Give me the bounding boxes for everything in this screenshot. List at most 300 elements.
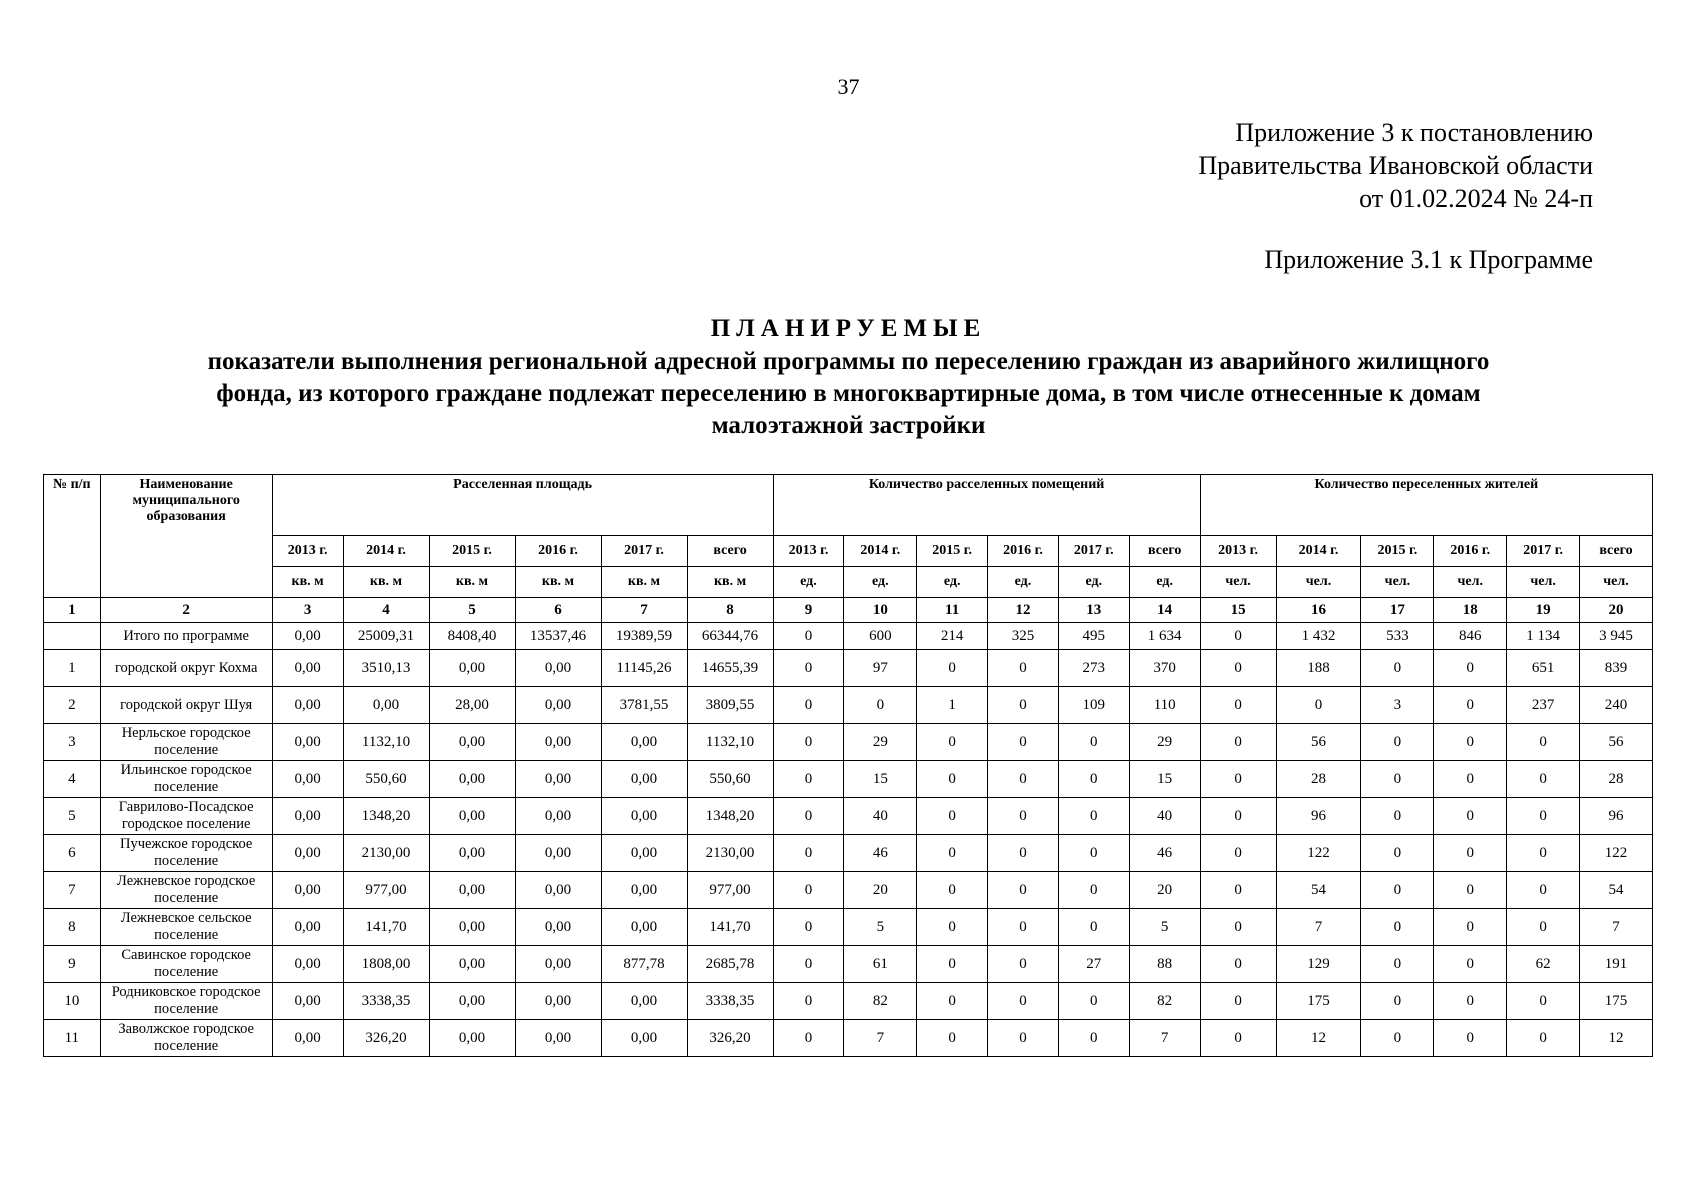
value-cell: 175 (1276, 983, 1361, 1020)
value-cell: 109 (1058, 687, 1129, 724)
value-cell: 82 (844, 983, 917, 1020)
header-group-residents: Количество переселенных жителей (1200, 475, 1652, 536)
value-cell: 0 (1361, 946, 1434, 983)
value-cell: 0 (1058, 798, 1129, 835)
value-cell: 370 (1129, 650, 1200, 687)
header-year: 2016 г. (988, 536, 1059, 567)
value-cell: 110 (1129, 687, 1200, 724)
value-cell: 0 (773, 724, 844, 761)
value-cell: 122 (1580, 835, 1653, 872)
value-cell: 5 (1129, 909, 1200, 946)
value-cell: 0,00 (429, 1020, 515, 1057)
value-cell: 0 (1507, 983, 1580, 1020)
value-cell: 0 (773, 946, 844, 983)
header-year: 2017 г. (601, 536, 687, 567)
value-cell: 3338,35 (343, 983, 429, 1020)
value-cell: 0,00 (272, 761, 343, 798)
value-cell: 0,00 (515, 724, 601, 761)
value-cell: 1 (917, 687, 988, 724)
table-row (44, 724, 1653, 761)
value-cell: 0 (773, 687, 844, 724)
value-cell: 7 (1580, 909, 1653, 946)
value-cell: 0 (917, 650, 988, 687)
header-unit: чел. (1276, 567, 1361, 598)
value-cell: 0,00 (515, 1020, 601, 1057)
value-cell: 15 (844, 761, 917, 798)
row-number-cell: 2 (44, 687, 101, 724)
indicators-table (43, 474, 1653, 1057)
value-cell: 0 (988, 983, 1059, 1020)
header-unit: ед. (917, 567, 988, 598)
value-cell: 97 (844, 650, 917, 687)
header-unit: кв. м (429, 567, 515, 598)
value-cell: 326,20 (343, 1020, 429, 1057)
value-cell: 273 (1058, 650, 1129, 687)
value-cell: 0 (1434, 798, 1507, 835)
table-row (44, 983, 1653, 1020)
value-cell: 0 (1361, 724, 1434, 761)
value-cell: 600 (844, 623, 917, 650)
value-cell: 0 (773, 798, 844, 835)
value-cell: 495 (1058, 623, 1129, 650)
header-year: 2013 г. (272, 536, 343, 567)
row-number-cell: 9 (44, 946, 101, 983)
value-cell: 7 (844, 1020, 917, 1057)
value-cell: 0,00 (272, 798, 343, 835)
value-cell: 0 (1434, 761, 1507, 798)
title-sub-line-2: фонда, из которого граждане подлежат переселению в многоквартирные дома, в том числе отнесенные к домам (216, 380, 1481, 407)
value-cell: 40 (844, 798, 917, 835)
value-cell: 20 (1129, 872, 1200, 909)
value-cell: 1132,10 (343, 724, 429, 761)
header-year: 2016 г. (515, 536, 601, 567)
value-cell: 0,00 (601, 835, 687, 872)
value-cell: 0,00 (272, 650, 343, 687)
value-cell: 0 (1200, 687, 1276, 724)
value-cell: 0 (1361, 761, 1434, 798)
value-cell: 0,00 (429, 798, 515, 835)
value-cell: 0,00 (601, 724, 687, 761)
header-column-number: 12 (988, 598, 1059, 623)
value-cell: 141,70 (687, 909, 773, 946)
value-cell: 8408,40 (429, 623, 515, 650)
value-cell: 237 (1507, 687, 1580, 724)
title-main: ПЛАНИРУЕМЫЕ (710, 315, 987, 342)
value-cell: 550,60 (687, 761, 773, 798)
value-cell: 27 (1058, 946, 1129, 983)
value-cell: 0 (1434, 872, 1507, 909)
value-cell: 0,00 (515, 650, 601, 687)
value-cell: 0 (1200, 946, 1276, 983)
value-cell: 46 (844, 835, 917, 872)
table-row (44, 687, 1653, 724)
value-cell: 88 (1129, 946, 1200, 983)
header-unit: кв. м (601, 567, 687, 598)
value-cell: 40 (1129, 798, 1200, 835)
value-cell: 325 (988, 623, 1059, 650)
value-cell: 96 (1276, 798, 1361, 835)
value-cell: 3510,13 (343, 650, 429, 687)
value-cell: 0,00 (515, 835, 601, 872)
value-cell: 0 (1507, 761, 1580, 798)
value-cell: 0 (1434, 687, 1507, 724)
row-number-cell (44, 623, 101, 650)
value-cell: 0 (1507, 1020, 1580, 1057)
value-cell: 3781,55 (601, 687, 687, 724)
value-cell: 0 (1361, 650, 1434, 687)
header-column-number: 6 (515, 598, 601, 623)
value-cell: 0,00 (272, 872, 343, 909)
header-year: всего (1580, 536, 1653, 567)
value-cell: 0 (1434, 835, 1507, 872)
title-sub-line-1: показатели выполнения региональной адресной программы по переселению граждан из аварийного жилищного (207, 348, 1490, 375)
header-column-number: 3 (272, 598, 343, 623)
row-number-cell: 7 (44, 872, 101, 909)
value-cell: 3 945 (1580, 623, 1653, 650)
header-unit: ед. (1129, 567, 1200, 598)
header-year: 2013 г. (1200, 536, 1276, 567)
value-cell: 14655,39 (687, 650, 773, 687)
value-cell: 0 (1434, 1020, 1507, 1057)
value-cell: 13537,46 (515, 623, 601, 650)
value-cell: 82 (1129, 983, 1200, 1020)
value-cell: 0 (773, 909, 844, 946)
value-cell: 0 (1058, 724, 1129, 761)
value-cell: 0,00 (429, 835, 515, 872)
header-column-number: 9 (773, 598, 844, 623)
value-cell: 0 (1058, 835, 1129, 872)
value-cell: 5 (844, 909, 917, 946)
value-cell: 0,00 (272, 835, 343, 872)
value-cell: 7 (1276, 909, 1361, 946)
value-cell: 0 (1507, 909, 1580, 946)
header-column-number: 10 (844, 598, 917, 623)
header-year: 2015 г. (429, 536, 515, 567)
value-cell: 0,00 (429, 983, 515, 1020)
value-cell: 54 (1276, 872, 1361, 909)
header-year: 2014 г. (1276, 536, 1361, 567)
header-unit: ед. (844, 567, 917, 598)
row-number-cell: 3 (44, 724, 101, 761)
header-unit: чел. (1434, 567, 1507, 598)
value-cell: 2685,78 (687, 946, 773, 983)
value-cell: 0,00 (515, 983, 601, 1020)
value-cell: 12 (1276, 1020, 1361, 1057)
header-unit: кв. м (272, 567, 343, 598)
municipality-cell: Ильинское городское поселение (100, 761, 272, 798)
value-cell: 175 (1580, 983, 1653, 1020)
value-cell: 0 (917, 798, 988, 835)
row-number-cell: 11 (44, 1020, 101, 1057)
value-cell: 7 (1129, 1020, 1200, 1057)
header-column-number: 4 (343, 598, 429, 623)
appendix-reference (1198, 116, 1593, 215)
value-cell: 0 (1507, 798, 1580, 835)
header-year: 2013 г. (773, 536, 844, 567)
table-row (44, 650, 1653, 687)
value-cell: 0 (1361, 1020, 1434, 1057)
value-cell: 0 (1276, 687, 1361, 724)
appendix-program: Приложение 3.1 к Программе (1264, 245, 1593, 274)
row-number-cell: 5 (44, 798, 101, 835)
value-cell: 0,00 (429, 650, 515, 687)
municipality-cell: Лежневское городское поселение (100, 872, 272, 909)
municipality-cell: городской округ Кохма (100, 650, 272, 687)
header-year: всего (687, 536, 773, 567)
value-cell: 0 (1200, 983, 1276, 1020)
value-cell: 0 (1200, 724, 1276, 761)
value-cell: 0 (1058, 983, 1129, 1020)
value-cell: 0 (988, 946, 1059, 983)
header-column-number: 20 (1580, 598, 1653, 623)
value-cell: 3809,55 (687, 687, 773, 724)
value-cell: 0 (1200, 872, 1276, 909)
table-body (44, 623, 1653, 1057)
appendix-line-1: Приложение 3 к постановлению (1235, 118, 1593, 147)
value-cell: 0 (988, 872, 1059, 909)
header-unit: чел. (1361, 567, 1434, 598)
value-cell: 0 (1058, 761, 1129, 798)
value-cell: 0 (1507, 835, 1580, 872)
page-number: 37 (837, 74, 860, 99)
value-cell: 0 (1200, 650, 1276, 687)
header-column-number: 8 (687, 598, 773, 623)
value-cell: 0 (1507, 872, 1580, 909)
municipality-cell: Пучежское городское поселение (100, 835, 272, 872)
value-cell: 28 (1580, 761, 1653, 798)
table-row (44, 909, 1653, 946)
value-cell: 15 (1129, 761, 1200, 798)
table-row (44, 835, 1653, 872)
table-total-row (44, 623, 1653, 650)
value-cell: 0,00 (601, 983, 687, 1020)
value-cell: 1348,20 (687, 798, 773, 835)
value-cell: 651 (1507, 650, 1580, 687)
value-cell: 0,00 (515, 798, 601, 835)
value-cell: 326,20 (687, 1020, 773, 1057)
value-cell: 188 (1276, 650, 1361, 687)
value-cell: 1 134 (1507, 623, 1580, 650)
header-column-number: 1 (44, 598, 101, 623)
appendix-line-3: от 01.02.2024 № 24-п (1359, 184, 1593, 213)
value-cell: 0,00 (429, 909, 515, 946)
value-cell: 977,00 (687, 872, 773, 909)
value-cell: 0 (1434, 909, 1507, 946)
value-cell: 0,00 (429, 946, 515, 983)
value-cell: 129 (1276, 946, 1361, 983)
value-cell: 0 (917, 835, 988, 872)
header-unit: кв. м (515, 567, 601, 598)
value-cell: 0 (988, 798, 1059, 835)
value-cell: 0,00 (272, 687, 343, 724)
value-cell: 46 (1129, 835, 1200, 872)
value-cell: 0 (1361, 835, 1434, 872)
value-cell: 0 (1200, 1020, 1276, 1057)
value-cell: 0 (773, 872, 844, 909)
value-cell: 0 (917, 872, 988, 909)
municipality-cell: городской округ Шуя (100, 687, 272, 724)
row-number-cell: 6 (44, 835, 101, 872)
table-row (44, 798, 1653, 835)
value-cell: 0 (988, 650, 1059, 687)
value-cell: 0 (1058, 909, 1129, 946)
value-cell: 0 (988, 687, 1059, 724)
value-cell: 28,00 (429, 687, 515, 724)
value-cell: 0,00 (272, 909, 343, 946)
value-cell: 0 (988, 724, 1059, 761)
value-cell: 0 (1200, 798, 1276, 835)
row-number-cell: 8 (44, 909, 101, 946)
header-column-number: 15 (1200, 598, 1276, 623)
value-cell: 0 (1361, 909, 1434, 946)
value-cell: 0,00 (272, 724, 343, 761)
value-cell: 0 (773, 650, 844, 687)
value-cell: 0 (917, 724, 988, 761)
value-cell: 1132,10 (687, 724, 773, 761)
value-cell: 0,00 (272, 623, 343, 650)
value-cell: 0,00 (272, 946, 343, 983)
value-cell: 0 (1361, 983, 1434, 1020)
value-cell: 0 (1200, 623, 1276, 650)
value-cell: 0,00 (515, 687, 601, 724)
value-cell: 0 (1200, 761, 1276, 798)
value-cell: 29 (1129, 724, 1200, 761)
value-cell: 0 (1058, 872, 1129, 909)
value-cell: 28 (1276, 761, 1361, 798)
value-cell: 25009,31 (343, 623, 429, 650)
value-cell: 0 (917, 946, 988, 983)
value-cell: 0 (988, 835, 1059, 872)
header-year: 2017 г. (1058, 536, 1129, 567)
value-cell: 0 (1058, 1020, 1129, 1057)
value-cell: 0 (773, 983, 844, 1020)
value-cell: 11145,26 (601, 650, 687, 687)
municipality-cell: Гаврилово-Посадское городское поселение (100, 798, 272, 835)
header-unit: чел. (1580, 567, 1653, 598)
value-cell: 0 (917, 1020, 988, 1057)
value-cell: 846 (1434, 623, 1507, 650)
value-cell: 533 (1361, 623, 1434, 650)
header-column-number: 7 (601, 598, 687, 623)
value-cell: 0,00 (515, 872, 601, 909)
value-cell: 0 (917, 983, 988, 1020)
value-cell: 877,78 (601, 946, 687, 983)
header-year: всего (1129, 536, 1200, 567)
value-cell: 0 (1200, 909, 1276, 946)
header-year: 2014 г. (343, 536, 429, 567)
header-unit: ед. (773, 567, 844, 598)
value-cell: 20 (844, 872, 917, 909)
value-cell: 29 (844, 724, 917, 761)
value-cell: 1348,20 (343, 798, 429, 835)
value-cell: 62 (1507, 946, 1580, 983)
header-year: 2015 г. (917, 536, 988, 567)
header-unit: кв. м (687, 567, 773, 598)
value-cell: 3338,35 (687, 983, 773, 1020)
value-cell: 977,00 (343, 872, 429, 909)
header-year: 2017 г. (1507, 536, 1580, 567)
value-cell: 1 634 (1129, 623, 1200, 650)
table-row (44, 1020, 1653, 1057)
header-column-number: 18 (1434, 598, 1507, 623)
value-cell: 0,00 (515, 761, 601, 798)
value-cell: 0,00 (429, 872, 515, 909)
title-sub-line-3: малоэтажной застройки (711, 412, 986, 439)
header-group-premises: Количество расселенных помещений (773, 475, 1200, 536)
value-cell: 96 (1580, 798, 1653, 835)
header-column-number: 17 (1361, 598, 1434, 623)
header-unit: кв. м (343, 567, 429, 598)
value-cell: 0,00 (272, 1020, 343, 1057)
municipality-cell: Заволжское городское поселение (100, 1020, 272, 1057)
value-cell: 0 (1434, 946, 1507, 983)
header-column-number: 2 (100, 598, 272, 623)
value-cell: 56 (1276, 724, 1361, 761)
value-cell: 0,00 (515, 946, 601, 983)
row-number-cell: 4 (44, 761, 101, 798)
document-title (90, 312, 1607, 442)
value-cell: 56 (1580, 724, 1653, 761)
value-cell: 0,00 (429, 724, 515, 761)
header-units-row (44, 567, 1653, 598)
header-group-area: Расселенная площадь (272, 475, 773, 536)
header-column-number: 19 (1507, 598, 1580, 623)
value-cell: 0,00 (343, 687, 429, 724)
header-unit: ед. (1058, 567, 1129, 598)
value-cell: 0,00 (601, 1020, 687, 1057)
value-cell: 0,00 (429, 761, 515, 798)
value-cell: 0 (1507, 724, 1580, 761)
value-cell: 0 (1434, 983, 1507, 1020)
value-cell: 0,00 (601, 872, 687, 909)
value-cell: 0 (988, 761, 1059, 798)
value-cell: 2130,00 (343, 835, 429, 872)
table-row (44, 946, 1653, 983)
municipality-cell: Лежневское сельское поселение (100, 909, 272, 946)
value-cell: 2130,00 (687, 835, 773, 872)
municipality-cell: Савинское городское поселение (100, 946, 272, 983)
value-cell: 0,00 (601, 909, 687, 946)
header-unit: чел. (1200, 567, 1276, 598)
header-unit: ед. (988, 567, 1059, 598)
value-cell: 61 (844, 946, 917, 983)
table-row (44, 761, 1653, 798)
value-cell: 0 (1200, 835, 1276, 872)
value-cell: 0 (773, 761, 844, 798)
value-cell: 3 (1361, 687, 1434, 724)
header-year: 2016 г. (1434, 536, 1507, 567)
value-cell: 0 (773, 835, 844, 872)
value-cell: 839 (1580, 650, 1653, 687)
value-cell: 122 (1276, 835, 1361, 872)
value-cell: 0 (773, 623, 844, 650)
header-year: 2014 г. (844, 536, 917, 567)
header-column-number: 13 (1058, 598, 1129, 623)
value-cell: 0 (1434, 650, 1507, 687)
table-row (44, 872, 1653, 909)
value-cell: 0 (844, 687, 917, 724)
value-cell: 0 (1361, 798, 1434, 835)
value-cell: 0 (988, 1020, 1059, 1057)
value-cell: 54 (1580, 872, 1653, 909)
value-cell: 0,00 (515, 909, 601, 946)
header-column-numbers-row (44, 598, 1653, 623)
value-cell: 0 (1361, 872, 1434, 909)
value-cell: 0 (988, 909, 1059, 946)
value-cell: 1808,00 (343, 946, 429, 983)
value-cell: 0 (917, 761, 988, 798)
header-unit: чел. (1507, 567, 1580, 598)
